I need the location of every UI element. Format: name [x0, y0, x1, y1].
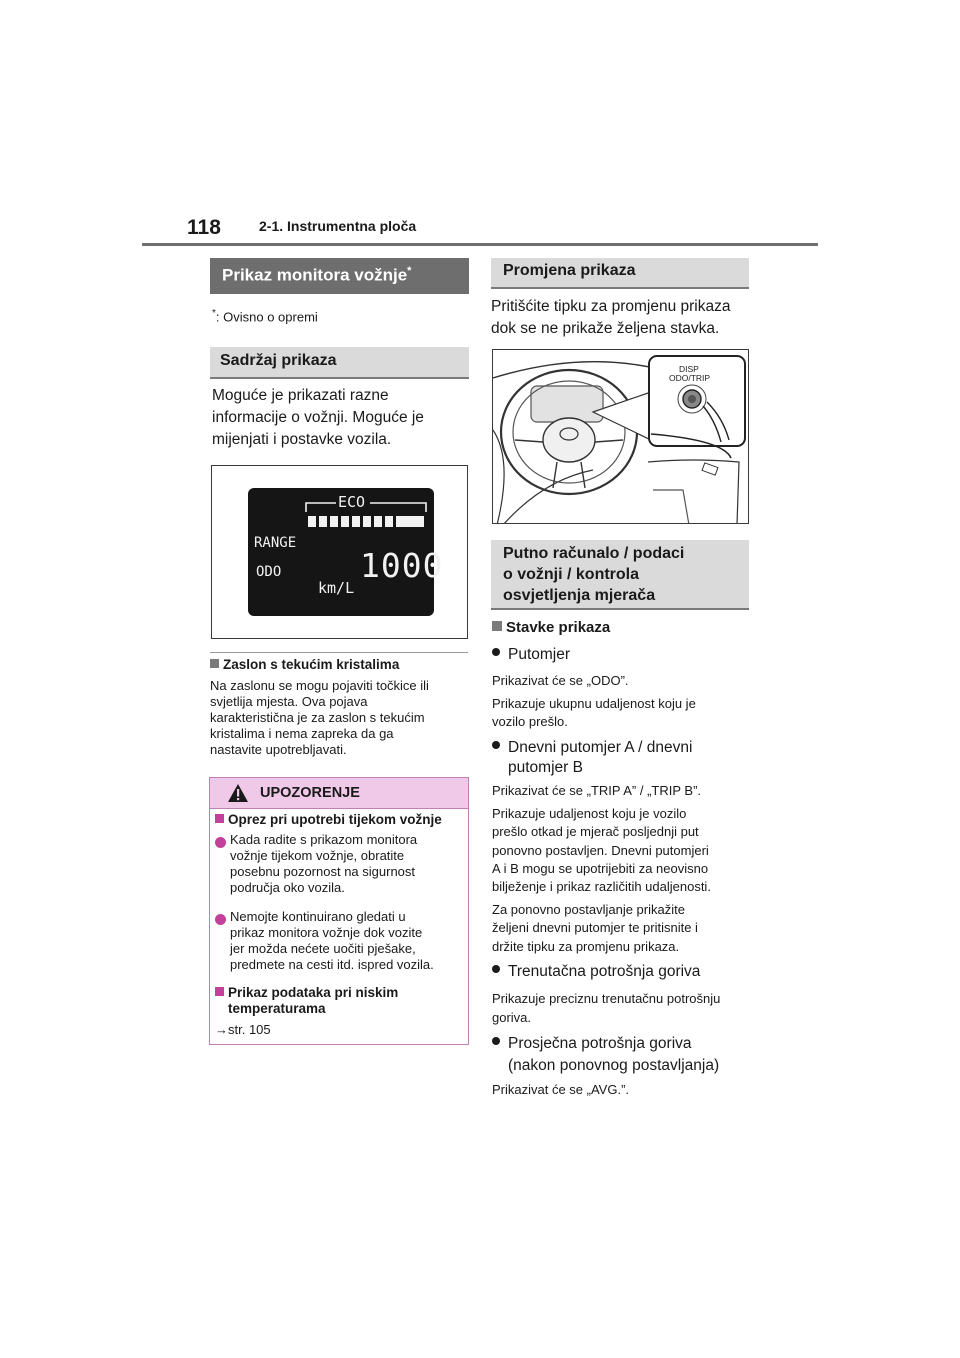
warning-line: prikaz monitora vožnje dok vozite	[230, 925, 423, 940]
eco-bar-segment	[385, 516, 393, 527]
warning-bullet2	[230, 909, 466, 973]
eco-bar-segment	[352, 516, 360, 527]
warning-title: UPOZORENJE	[260, 785, 360, 801]
item-line: Prikazuje udaljenost koju je vozilo	[492, 806, 687, 822]
item-text-average-fuel	[492, 1082, 629, 1098]
unit-label: km/L	[318, 579, 355, 597]
warning-box	[209, 777, 469, 1045]
warning-line: područja oko vozila.	[230, 880, 345, 895]
intro-line: mijenjati i postavke vozila.	[212, 431, 392, 448]
lcd-note-title	[210, 657, 399, 672]
warning-item2-line: Prikaz podataka pri niskim	[228, 985, 399, 1000]
circle-bullet-icon	[215, 835, 226, 853]
display-items-heading-text: Stavke prikaza	[506, 619, 611, 636]
steering-wheel-figure	[492, 349, 749, 524]
trip-computer-title	[491, 540, 749, 610]
item-line: A i B mogu se upotrijebiti za neovisno	[492, 860, 709, 876]
warning-line: jer možda nećete uočiti pješake,	[230, 941, 416, 956]
square-bullet-icon	[210, 659, 219, 668]
item-text-odometer	[492, 672, 696, 731]
eco-bar-segment	[330, 516, 338, 527]
round-bullet-icon	[492, 1037, 500, 1045]
trip-title-line: Putno računalo / podaci	[503, 545, 685, 562]
page-number: 118	[187, 216, 221, 239]
item-title-text: Putomjer	[508, 646, 571, 663]
note-line: kristalima i nema zapreka da ga	[210, 726, 394, 741]
odo-label: ODO	[256, 564, 282, 580]
warning-line: predmete na cesti itd. ispred vozila.	[230, 957, 434, 972]
round-bullet-icon	[492, 741, 500, 749]
square-bullet-icon	[492, 621, 502, 631]
warning-item1-title-text: Oprez pri upotrebi tijekom vožnje	[228, 812, 442, 827]
item-line: Prikazivat će se „TRIP A” / „TRIP B”.	[492, 783, 702, 798]
item-title-current-fuel	[492, 963, 700, 981]
item-line: Prikazivat će se „AVG.”.	[492, 1082, 630, 1097]
instruction-line: Pritišćite tipku za promjenu prikaza	[491, 298, 731, 315]
warning-item2-title	[215, 985, 398, 1017]
eco-bar-segment	[308, 516, 316, 527]
eco-label: ECO	[338, 493, 366, 511]
subsection-title-text: Sadržaj prikaza	[220, 352, 337, 369]
disp-button-label-bottom: ODO/TRIP	[669, 373, 711, 383]
item-title-odometer	[492, 646, 570, 664]
change-display-title-text: Promjena prikaza	[503, 262, 636, 279]
lcd-note-text	[210, 678, 472, 758]
instruction-paragraph	[491, 296, 753, 340]
eco-bar-segment	[319, 516, 327, 527]
warning-item2-line: temperaturama	[228, 1001, 326, 1016]
subsection-title	[210, 347, 469, 379]
warning-bullet1	[230, 832, 466, 896]
note-line: Na zaslonu se mogu pojaviti točkice ili	[210, 678, 429, 693]
eco-bar-segment	[341, 516, 349, 527]
warning-header	[210, 778, 468, 809]
footnote-mark: *	[212, 308, 216, 319]
section-title: 2-1. Instrumentna ploča	[259, 218, 417, 234]
round-bullet-icon	[492, 648, 500, 656]
eco-bar-segment	[396, 516, 424, 527]
instruction-line: dok se ne prikaže željena stavka.	[491, 320, 720, 337]
warning-line: posebnu pozornost na sigurnost	[230, 864, 416, 879]
square-bullet-icon	[215, 814, 224, 823]
square-bullet-icon	[215, 987, 224, 996]
warning-line: vožnje tijekom vožnje, obratite	[230, 848, 405, 863]
item-line: goriva.	[492, 1010, 532, 1025]
item-line: ponovno postavljen. Dnevni putomjeri	[492, 842, 709, 858]
item-title-average-fuel	[492, 1033, 719, 1077]
footnote	[212, 306, 318, 325]
intro-line: informacije o vožnji. Moguće je	[212, 409, 424, 426]
page-reference-link[interactable]: →str. 105	[215, 1022, 271, 1037]
range-label: RANGE	[254, 535, 297, 551]
disp-button-label-top: DISP	[679, 364, 699, 374]
note-divider	[210, 652, 468, 653]
eco-bar-segment	[374, 516, 382, 527]
note-line: svjetlija mjesta. Ova pojava	[210, 694, 368, 709]
note-line: nastavite upotrebljavati.	[210, 742, 347, 757]
main-title-text: Prikaz monitora vožnje	[222, 265, 408, 285]
warning-line: Nemojte kontinuirano gledati u	[230, 909, 406, 924]
item-title-text: (nakon ponovnog postavljanja)	[508, 1057, 720, 1074]
item-line: željeni dnevni putomjer te pritisnite i	[492, 920, 698, 936]
main-section-title	[210, 258, 469, 294]
warning-item1-title	[215, 812, 442, 827]
header-divider	[142, 243, 818, 246]
display-figure	[211, 465, 468, 639]
odo-value: 1000	[360, 546, 444, 585]
display-items-heading	[492, 619, 610, 636]
lcd-screen	[248, 488, 444, 616]
item-line: držite tipku za promjenu prikaza.	[492, 938, 680, 954]
intro-paragraph	[212, 385, 472, 451]
item-line: Prikazuje preciznu trenutačnu potrošnju	[492, 991, 721, 1006]
warning-triangle-icon	[227, 783, 249, 803]
eco-bracket	[306, 503, 426, 512]
warning-line: Kada radite s prikazom monitora	[230, 832, 418, 847]
item-line: Prikazuje ukupnu udaljenost koju je	[492, 696, 696, 711]
change-display-title	[491, 258, 749, 289]
item-title-text: putomjer B	[508, 759, 583, 776]
item-line: vozilo prešlo.	[492, 714, 568, 729]
note-line: karakteristična je za zaslon s tekućim	[210, 710, 425, 725]
main-title-mark: *	[407, 265, 412, 277]
item-title-text: Dnevni putomjer A / dnevni	[508, 739, 693, 756]
intro-line: Moguće je prikazati razne	[212, 387, 389, 404]
item-line: Prikazivat će se „ODO”.	[492, 673, 629, 688]
item-line: prešlo otkad je mjerač posljednji put	[492, 824, 699, 840]
lcd-note-title-text: Zaslon s tekućim kristalima	[223, 657, 400, 672]
eco-bar-segment	[363, 516, 371, 527]
trip-title-line: o vožnji / kontrola	[503, 566, 640, 583]
trip-title-line: osvjetljenja mjerača	[503, 587, 656, 604]
eco-bar-group	[308, 516, 424, 527]
steering-wheel-illustration	[493, 350, 749, 524]
item-line: bilježenje i prikaz različitih udaljenosti.	[492, 879, 711, 895]
item-title-text: Prosječna potrošnja goriva	[508, 1035, 692, 1052]
item-line: Za ponovno postavljanje prikažite	[492, 902, 685, 918]
round-bullet-icon	[492, 965, 500, 973]
footnote-text: : Ovisno o opremi	[215, 309, 318, 325]
item-text-current-fuel	[492, 989, 720, 1027]
item-title-trip-meter	[492, 738, 692, 778]
item-text-trip-meter	[492, 782, 754, 956]
item-title-text: Trenutačna potrošnja goriva	[508, 963, 701, 980]
circle-bullet-icon	[215, 912, 226, 930]
